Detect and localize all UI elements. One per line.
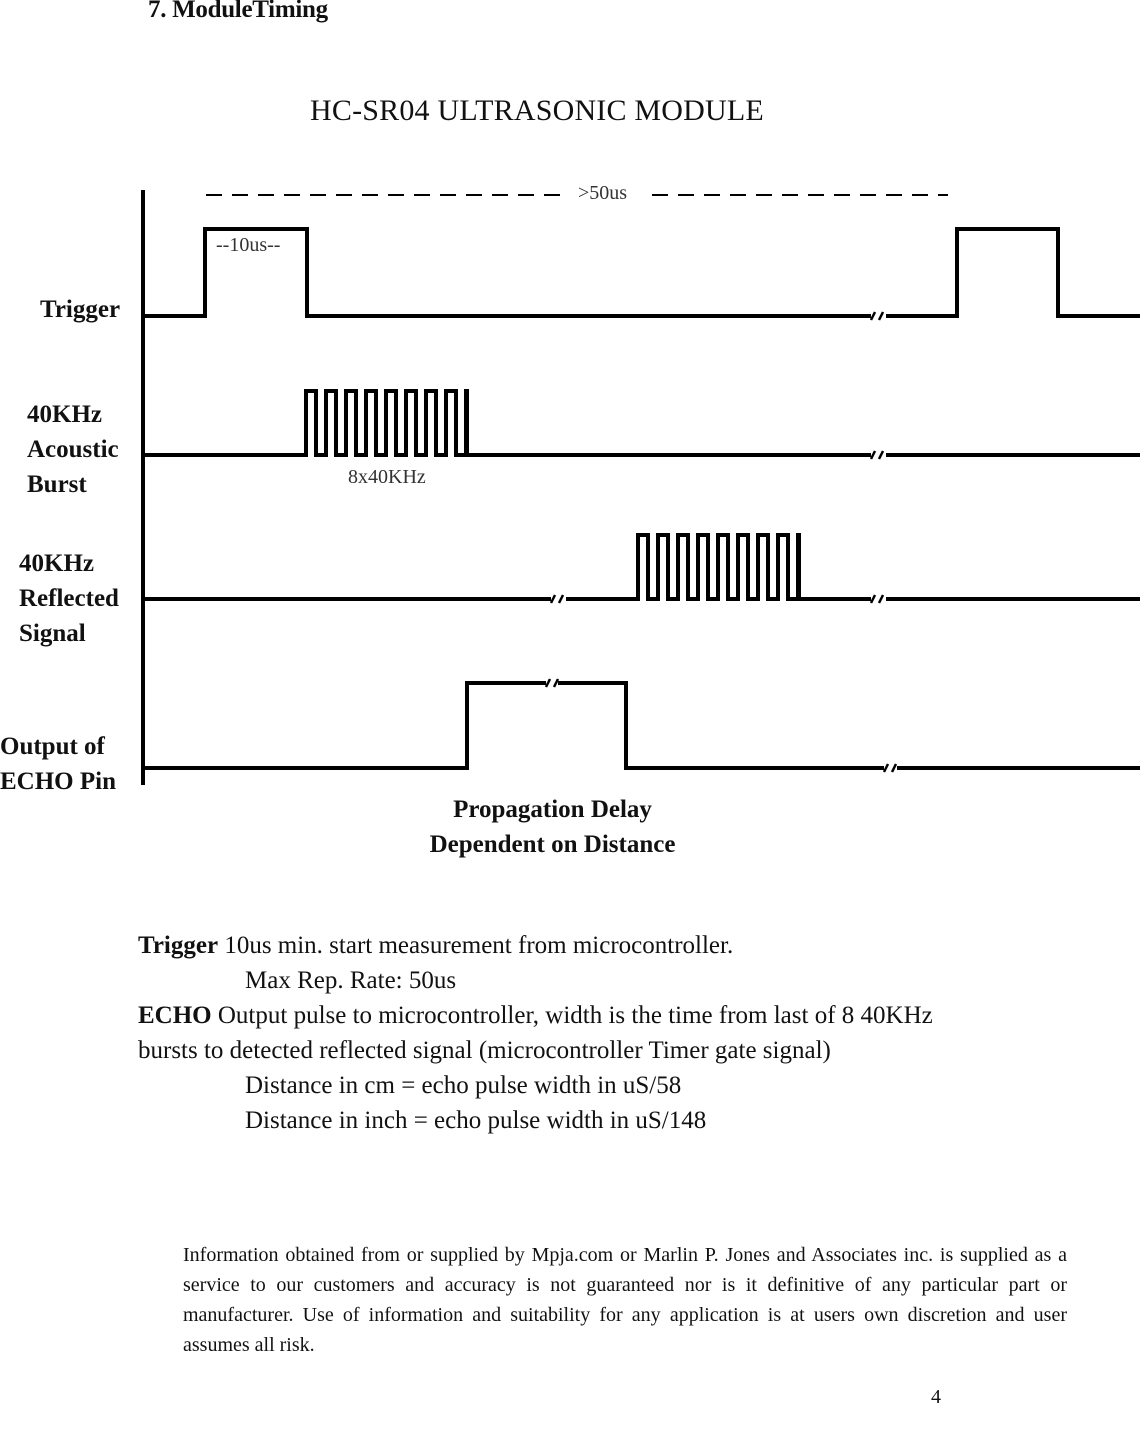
reflected-waveform: [566, 535, 871, 599]
diagram-title: HC-SR04 ULTRASONIC MODULE: [310, 94, 764, 127]
break-icon: [871, 595, 883, 603]
echo-waveform: [143, 683, 546, 768]
break-icon: [551, 595, 563, 603]
burst-waveform: [143, 391, 871, 455]
echo-desc: ECHO Output pulse to microcontroller, width is the time from last of 8 40KHz: [138, 1002, 933, 1029]
signal-label-echo: Output of ECHO Pin: [0, 733, 116, 795]
diagram-caption: Propagation Delay Dependent on Distance: [429, 796, 676, 858]
timing-description: [138, 928, 1098, 1138]
break-icon: [884, 764, 896, 772]
max-rep-rate: Max Rep. Rate: 50us: [245, 967, 457, 994]
trigger-waveform-cont: [886, 229, 1140, 316]
break-icon: [546, 679, 558, 687]
signal-label-reflected: 40KHz Reflected Signal: [19, 550, 119, 647]
echo-waveform-high: [558, 683, 884, 768]
signal-label-burst: 40KHz Acoustic Burst: [27, 401, 119, 498]
disclaimer: Information obtained from or supplied by Mpja.com or Marlin P. Jones and Associates inc. is supplied as a service to our customers and accuracy is not guaranteed nor is it definitive of any particular part or manufacturer. Use of information and suitability for any application is at users own discretion and user assumes all risk.: [183, 1244, 1067, 1356]
break-marks: [546, 312, 896, 772]
burst-count-annotation: 8x40KHz: [348, 466, 426, 488]
page-number: 4: [931, 1386, 941, 1408]
break-icon: [871, 451, 883, 459]
trigger-width-annotation: --10us--: [216, 234, 281, 256]
echo-desc-cont: bursts to detected reflected signal (microcontroller Timer gate signal): [138, 1037, 831, 1064]
trigger-desc: Trigger 10us min. start measurement from microcontroller.: [138, 932, 734, 959]
period-annotation: >50us: [578, 182, 628, 204]
distance-cm-formula: Distance in cm = echo pulse width in uS/58: [245, 1072, 682, 1099]
section-title: 7. ModuleTiming: [148, 0, 328, 23]
distance-inch-formula: Distance in inch = echo pulse width in uS/148: [245, 1107, 707, 1134]
break-icon: [871, 312, 883, 320]
signal-label-trigger: Trigger: [40, 296, 121, 323]
